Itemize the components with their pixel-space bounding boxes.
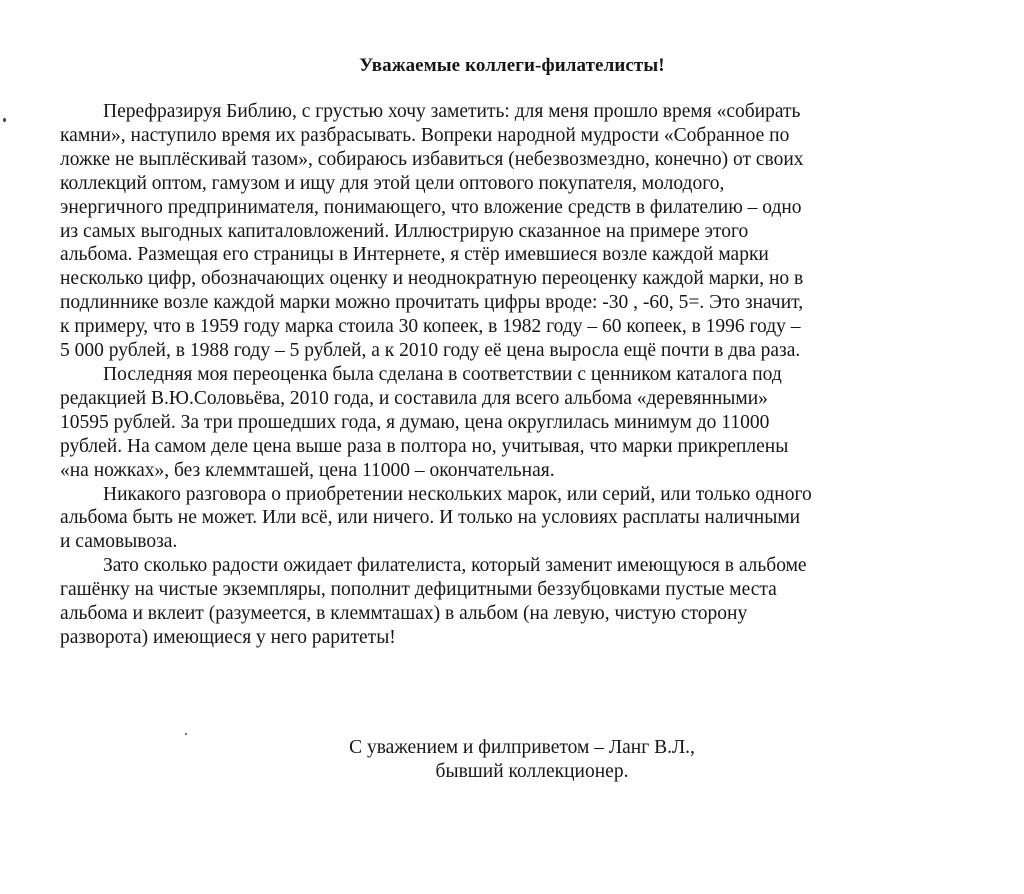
paragraph-line: энергичного предпринимателя, понимающего, что вложение средств в филателию – одно	[60, 196, 802, 218]
paragraph-line: Последняя моя переоценка была сделана в соответствии с ценником каталога под	[103, 363, 782, 385]
paragraph-line: ложке не выплёскивай тазом», собираюсь избавиться (небезвозмездно, конечно) от своих	[60, 148, 804, 170]
paragraph-line: рублей. На самом деле цена выше раза в полтора но, учитывая, что марки прикреплены	[60, 435, 789, 457]
paragraph-line: Перефразируя Библию, с грустью хочу заметить: для меня прошло время «собирать	[103, 101, 801, 122]
paragraph-line: несколько цифр, обозначающих оценку и неоднократную переоценку каждой марки, но в	[60, 268, 804, 290]
signature-greeting: С уважением и филприветом – Ланг В.Л.,	[349, 737, 695, 758]
paragraph-line: «на ножках», без клеммташей, цена 11000 – окончательная.	[60, 459, 555, 481]
paragraph-line: 10595 рублей. За три прошедших года, я думаю, цена округлилась минимум до 11000	[60, 411, 770, 433]
paragraph-line: альбома. Размещая его страницы в Интернете, я стёр имевшиеся возле каждой марки	[60, 244, 769, 266]
paragraph-line: редакцией В.Ю.Соловьёва, 2010 года, и составила для всего альбома «деревянными»	[60, 387, 768, 409]
letter-heading: Уважаемые коллеги-филателисты!	[359, 55, 665, 76]
paragraph-line: подлиннике возле каждой марки можно прочитать цифры вроде: -30 , -60, 5=. Это значит,	[60, 292, 804, 314]
paragraph-line: коллекций оптом, гамузом и ищу для этой цели оптового покупателя, молодого,	[60, 172, 725, 194]
paragraph-line: Никакого разговора о приобретении нескольких марок, или серий, или только одного	[103, 483, 812, 505]
letter-body	[60, 100, 950, 650]
paragraph-line: Зато сколько радости ожидает филателиста, который заменит имеющуюся в альбоме	[103, 555, 807, 577]
paragraph-line: альбома и вклеит (разумеется, в клеммташах) в альбом (на левую, чистую сторону	[60, 603, 748, 625]
paragraph-line: из самых выгодных капиталовложений. Иллюстрирую сказанное на примере этого	[60, 220, 749, 242]
paragraph-line: гашёнку на чистые экземпляры, пополнит дефицитными беззубцовками пустые места	[60, 579, 777, 601]
paragraph-line: альбома быть не может. Или всё, или ничего. И только на условиях расплаты наличными	[60, 507, 801, 529]
signature-title: бывший коллекционер.	[435, 761, 629, 782]
paragraph-line: 5 000 рублей, в 1988 году – 5 рублей, а к 2010 году её цена выросла ещё почти в два раза.	[60, 340, 801, 362]
paragraph-line: и самовывоза.	[60, 531, 178, 553]
paragraph-line: к примеру, что в 1959 году марка стоила 30 копеек, в 1982 году – 60 копеек, в 1996 году –	[60, 316, 801, 338]
scan-speck	[3, 118, 6, 122]
paragraph-line: разворота) имеющиеся у него раритеты!	[60, 626, 396, 648]
scan-speck	[185, 733, 187, 735]
paragraph-line: камни», наступило время их разбрасывать. Вопреки народной мудрости «Собранное по	[60, 124, 790, 146]
